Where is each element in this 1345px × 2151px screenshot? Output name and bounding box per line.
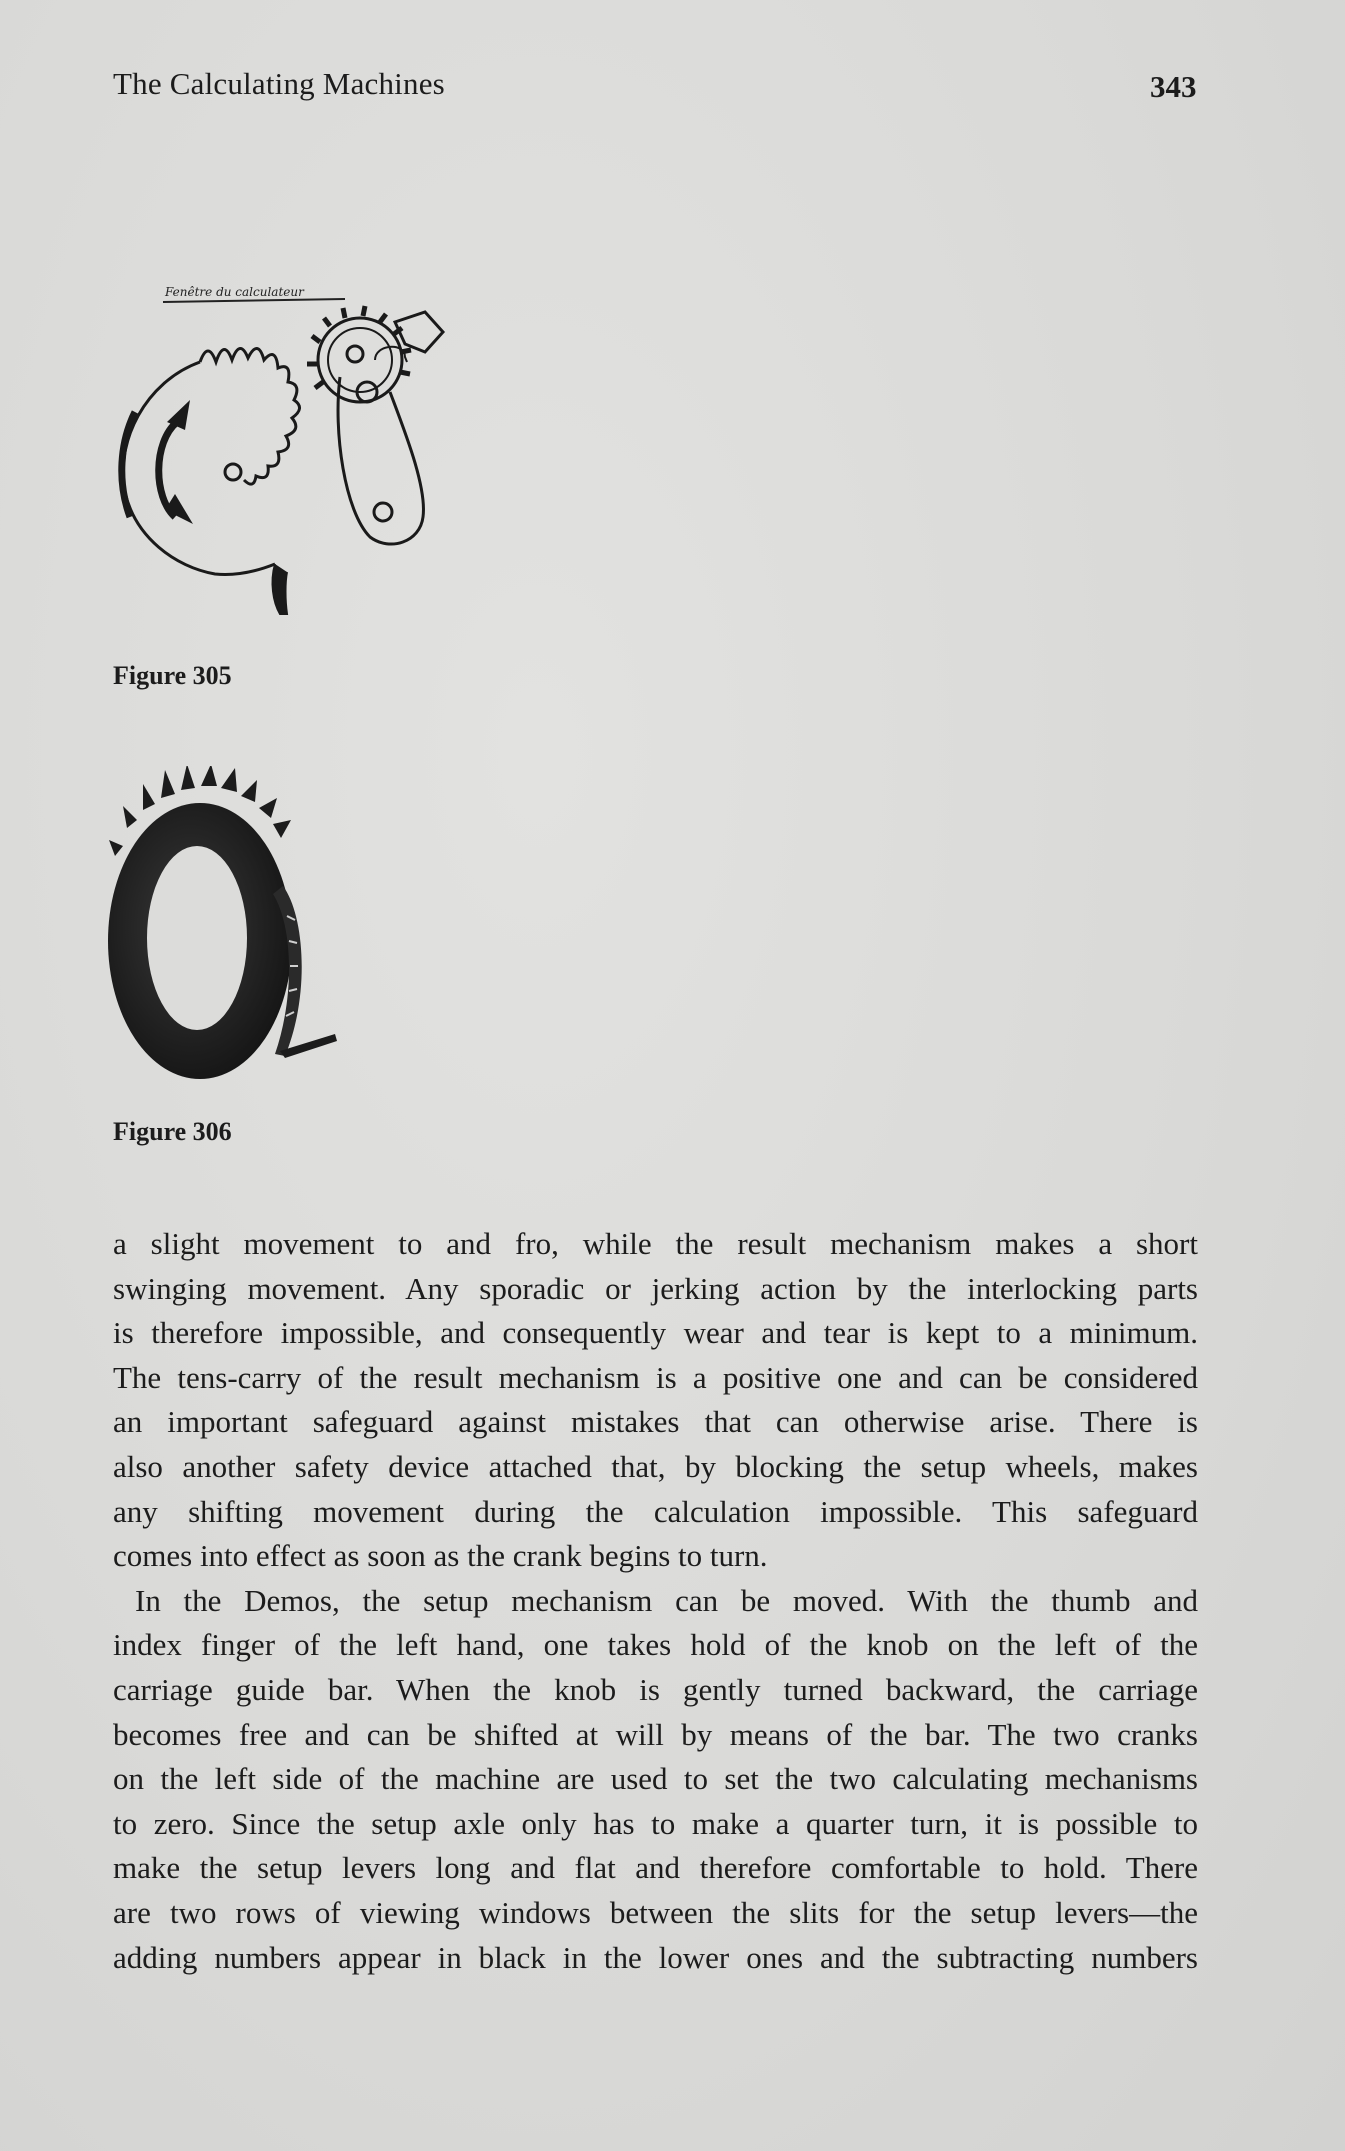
figure-305-caption: Figure 305: [113, 661, 232, 690]
body-line: The tens-carry of the result mechanism is a positive one and can be considered: [113, 1359, 1198, 1395]
body-line: In the Demos, the setup mechanism can be moved. With the thumb and: [135, 1582, 1198, 1618]
body-line: is therefore impossible, and consequently wear and tear is kept to a minimum.: [113, 1315, 1198, 1351]
body-line: make the setup levers long and flat and therefore comfortable to hold. There: [113, 1850, 1198, 1886]
body-line: index finger of the left hand, one takes hold of the knob on the left of the: [113, 1627, 1198, 1663]
figure-306-illustration: [105, 766, 345, 1086]
body-line: any shifting movement during the calculation impossible. This safeguard: [113, 1493, 1198, 1529]
figure-305-handwritten-label: Fenêtre du calculateur: [165, 285, 304, 299]
body-line: becomes free and can be shifted at will by means of the bar. The two cranks: [113, 1716, 1198, 1752]
body-line: to zero. Since the setup axle only has to make a quarter turn, it is possible to: [113, 1805, 1198, 1841]
running-head: The Calculating Machines: [113, 66, 445, 101]
body-line: are two rows of viewing windows between the slits for the setup levers—the: [113, 1894, 1198, 1930]
body-line: swinging movement. Any sporadic or jerking action by the interlocking parts: [113, 1270, 1198, 1306]
body-line: on the left side of the machine are used to set the two calculating mechanisms: [113, 1761, 1198, 1797]
body-line: a slight movement to and fro, while the result mechanism makes a short: [113, 1226, 1198, 1261]
figure-306-caption: Figure 306: [113, 1117, 232, 1146]
page-number: 343: [1150, 69, 1197, 104]
body-line: adding numbers appear in black in the lower ones and the subtracting numbers: [113, 1939, 1198, 1975]
figure-305-illustration: [105, 282, 465, 622]
body-line: also another safety device attached that, by blocking the setup wheels, makes: [113, 1448, 1198, 1484]
body-line: comes into effect as soon as the crank begins to turn.: [113, 1538, 768, 1574]
body-text: [113, 1222, 1198, 1980]
body-line: carriage guide bar. When the knob is gently turned backward, the carriage: [113, 1671, 1198, 1707]
body-line: an important safeguard against mistakes that can otherwise arise. There is: [113, 1404, 1198, 1440]
